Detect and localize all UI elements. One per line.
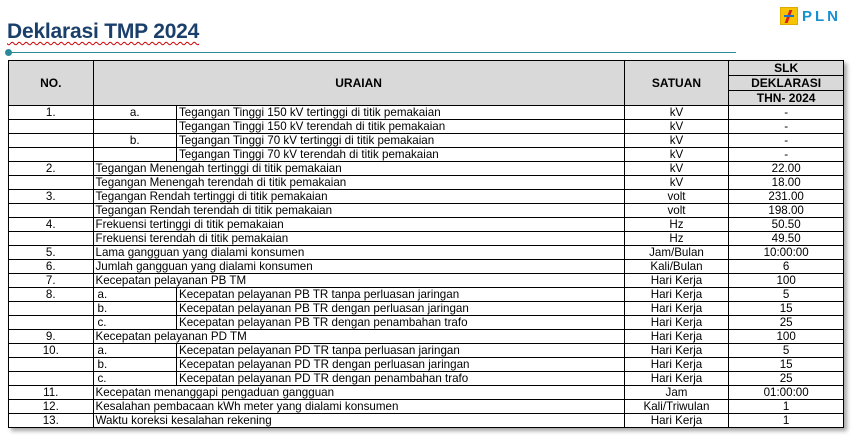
- row-declared-value: 5: [729, 344, 844, 358]
- row-unit: Hari Kerja: [624, 330, 729, 344]
- row-number: 2.: [9, 162, 94, 176]
- row-declared-value: 100: [729, 274, 844, 288]
- row-number: [9, 372, 94, 386]
- table-body: [9, 106, 844, 428]
- row-sub-letter: b.: [93, 358, 176, 372]
- row-number: [9, 120, 94, 134]
- page-title: [7, 20, 199, 44]
- header-deklarasi: DEKLARASI: [729, 76, 844, 91]
- row-number: 8.: [9, 288, 94, 302]
- row-declared-value: 1: [729, 400, 844, 414]
- row-description: Tegangan Tinggi 150 kV terendah di titik pemakaian: [176, 120, 624, 134]
- table-row: [9, 232, 844, 246]
- row-description: Waktu koreksi kesalahan rekening: [93, 414, 624, 428]
- table-row: [9, 162, 844, 176]
- row-unit: volt: [624, 190, 729, 204]
- header-no: NO.: [9, 61, 94, 106]
- row-description: Kecepatan pelayanan PD TR tanpa perluasan jaringan: [176, 344, 624, 358]
- row-declared-value: 01:00:00: [729, 386, 844, 400]
- row-description: Kecepatan pelayanan PB TR dengan perluasan jaringan: [176, 302, 624, 316]
- row-number: 13.: [9, 414, 94, 428]
- row-number: 7.: [9, 274, 94, 288]
- row-number: 3.: [9, 190, 94, 204]
- logo-text: PLN: [802, 7, 841, 25]
- table-row: [9, 190, 844, 204]
- table-row: [9, 400, 844, 414]
- row-description: Kecepatan pelayanan PD TM: [93, 330, 624, 344]
- row-unit: Hari Kerja: [624, 358, 729, 372]
- row-unit: Hari Kerja: [624, 274, 729, 288]
- header-slk: SLK: [729, 61, 844, 76]
- row-sub-letter: [93, 148, 176, 162]
- row-number: 11.: [9, 386, 94, 400]
- title-rule: [8, 52, 736, 53]
- row-number: 12.: [9, 400, 94, 414]
- row-description: Kecepatan pelayanan PD TR dengan perluasan jaringan: [176, 358, 624, 372]
- row-number: 4.: [9, 218, 94, 232]
- row-sub-letter: [93, 120, 176, 134]
- row-sub-letter: b.: [93, 302, 176, 316]
- row-unit: Hz: [624, 218, 729, 232]
- row-declared-value: 6: [729, 260, 844, 274]
- row-unit: kV: [624, 162, 729, 176]
- row-unit: volt: [624, 204, 729, 218]
- row-declared-value: -: [729, 134, 844, 148]
- row-number: 9.: [9, 330, 94, 344]
- row-unit: Kali/Triwulan: [624, 400, 729, 414]
- declaration-table-container: [8, 60, 844, 428]
- row-description: Jumlah gangguan yang dialami konsumen: [93, 260, 624, 274]
- row-description: Tegangan Tinggi 70 kV tertinggi di titik pemakaian: [176, 134, 624, 148]
- row-description: Lama gangguan yang dialami konsumen: [93, 246, 624, 260]
- table-row: [9, 386, 844, 400]
- table-row: [9, 274, 844, 288]
- row-description: Kecepatan pelayanan PB TR dengan penambahan trafo: [176, 316, 624, 330]
- row-description: Tegangan Tinggi 70 kV terendah di titik pemakaian: [176, 148, 624, 162]
- row-sub-letter: c.: [93, 372, 176, 386]
- row-number: 6.: [9, 260, 94, 274]
- row-unit: Hari Kerja: [624, 414, 729, 428]
- row-unit: Kali/Bulan: [624, 260, 729, 274]
- row-unit: Jam/Bulan: [624, 246, 729, 260]
- header-year: THN- 2024: [729, 91, 844, 106]
- table-row: [9, 176, 844, 190]
- table-row: [9, 120, 844, 134]
- table-row: [9, 218, 844, 232]
- row-unit: kV: [624, 106, 729, 120]
- row-description: Tegangan Rendah tertinggi di titik pemakaian: [93, 190, 624, 204]
- row-declared-value: 231.00: [729, 190, 844, 204]
- row-description: Kecepatan pelayanan PD TR dengan penambahan trafo: [176, 372, 624, 386]
- lightning-logo-icon: [780, 7, 798, 25]
- row-number: [9, 148, 94, 162]
- table-row: [9, 204, 844, 218]
- row-unit: kV: [624, 134, 729, 148]
- row-declared-value: -: [729, 106, 844, 120]
- row-number: [9, 204, 94, 218]
- row-description: Frekuensi terendah di titik pemakaian: [93, 232, 624, 246]
- row-declared-value: 15: [729, 358, 844, 372]
- row-declared-value: 10:00:00: [729, 246, 844, 260]
- row-unit: Hari Kerja: [624, 288, 729, 302]
- row-declared-value: -: [729, 148, 844, 162]
- table-row: [9, 344, 844, 358]
- row-unit: kV: [624, 120, 729, 134]
- table-row: [9, 316, 844, 330]
- row-declared-value: 15: [729, 302, 844, 316]
- row-number: [9, 232, 94, 246]
- row-number: 1.: [9, 106, 94, 120]
- table-row: [9, 106, 844, 120]
- table-row: [9, 414, 844, 428]
- table-row: [9, 288, 844, 302]
- row-sub-letter: c.: [93, 316, 176, 330]
- row-declared-value: 5: [729, 288, 844, 302]
- table-row: [9, 302, 844, 316]
- table-row: [9, 246, 844, 260]
- row-declared-value: 198.00: [729, 204, 844, 218]
- row-number: [9, 302, 94, 316]
- row-number: 5.: [9, 246, 94, 260]
- header-uraian: URAIAN: [93, 61, 624, 106]
- row-description: Tegangan Menengah terendah di titik pemakaian: [93, 176, 624, 190]
- row-number: 10.: [9, 344, 94, 358]
- row-unit: Hari Kerja: [624, 316, 729, 330]
- row-number: [9, 358, 94, 372]
- row-description: Tegangan Menengah tertinggi di titik pemakaian: [93, 162, 624, 176]
- row-sub-letter: a.: [93, 288, 176, 302]
- row-unit: Hari Kerja: [624, 302, 729, 316]
- row-description: Kecepatan menanggapi pengaduan gangguan: [93, 386, 624, 400]
- row-number: [9, 316, 94, 330]
- table-row: [9, 134, 844, 148]
- row-declared-value: -: [729, 120, 844, 134]
- pln-logo: [780, 6, 841, 26]
- row-unit: Hz: [624, 232, 729, 246]
- row-description: Kecepatan pelayanan PB TM: [93, 274, 624, 288]
- row-unit: kV: [624, 148, 729, 162]
- row-unit: Hari Kerja: [624, 372, 729, 386]
- row-declared-value: 25: [729, 316, 844, 330]
- row-unit: kV: [624, 176, 729, 190]
- row-declared-value: 50.50: [729, 218, 844, 232]
- table-row: [9, 330, 844, 344]
- table-row: [9, 260, 844, 274]
- row-declared-value: 18.00: [729, 176, 844, 190]
- table-row: [9, 358, 844, 372]
- table-row: [9, 148, 844, 162]
- row-declared-value: 1: [729, 414, 844, 428]
- row-declared-value: 49.50: [729, 232, 844, 246]
- header-satuan: SATUAN: [624, 61, 729, 106]
- title-text: Deklarasi TMP 2024: [7, 20, 200, 43]
- row-declared-value: 100: [729, 330, 844, 344]
- declaration-table: [8, 60, 844, 428]
- row-unit: Hari Kerja: [624, 344, 729, 358]
- row-description: Frekuensi tertinggi di titik pemakaian: [93, 218, 624, 232]
- row-description: Tegangan Rendah terendah di titik pemakaian: [93, 204, 624, 218]
- row-sub-letter: a.: [93, 344, 176, 358]
- row-description: Tegangan Tinggi 150 kV tertinggi di titik pemakaian: [176, 106, 624, 120]
- row-number: [9, 176, 94, 190]
- row-sub-letter: a.: [93, 106, 176, 120]
- row-declared-value: 25: [729, 372, 844, 386]
- row-description: Kecepatan pelayanan PB TR tanpa perluasan jaringan: [176, 288, 624, 302]
- row-description: Kesalahan pembacaan kWh meter yang dialami konsumen: [93, 400, 624, 414]
- row-number: [9, 134, 94, 148]
- row-declared-value: 22.00: [729, 162, 844, 176]
- row-unit: Jam: [624, 386, 729, 400]
- row-sub-letter: b.: [93, 134, 176, 148]
- table-row: [9, 372, 844, 386]
